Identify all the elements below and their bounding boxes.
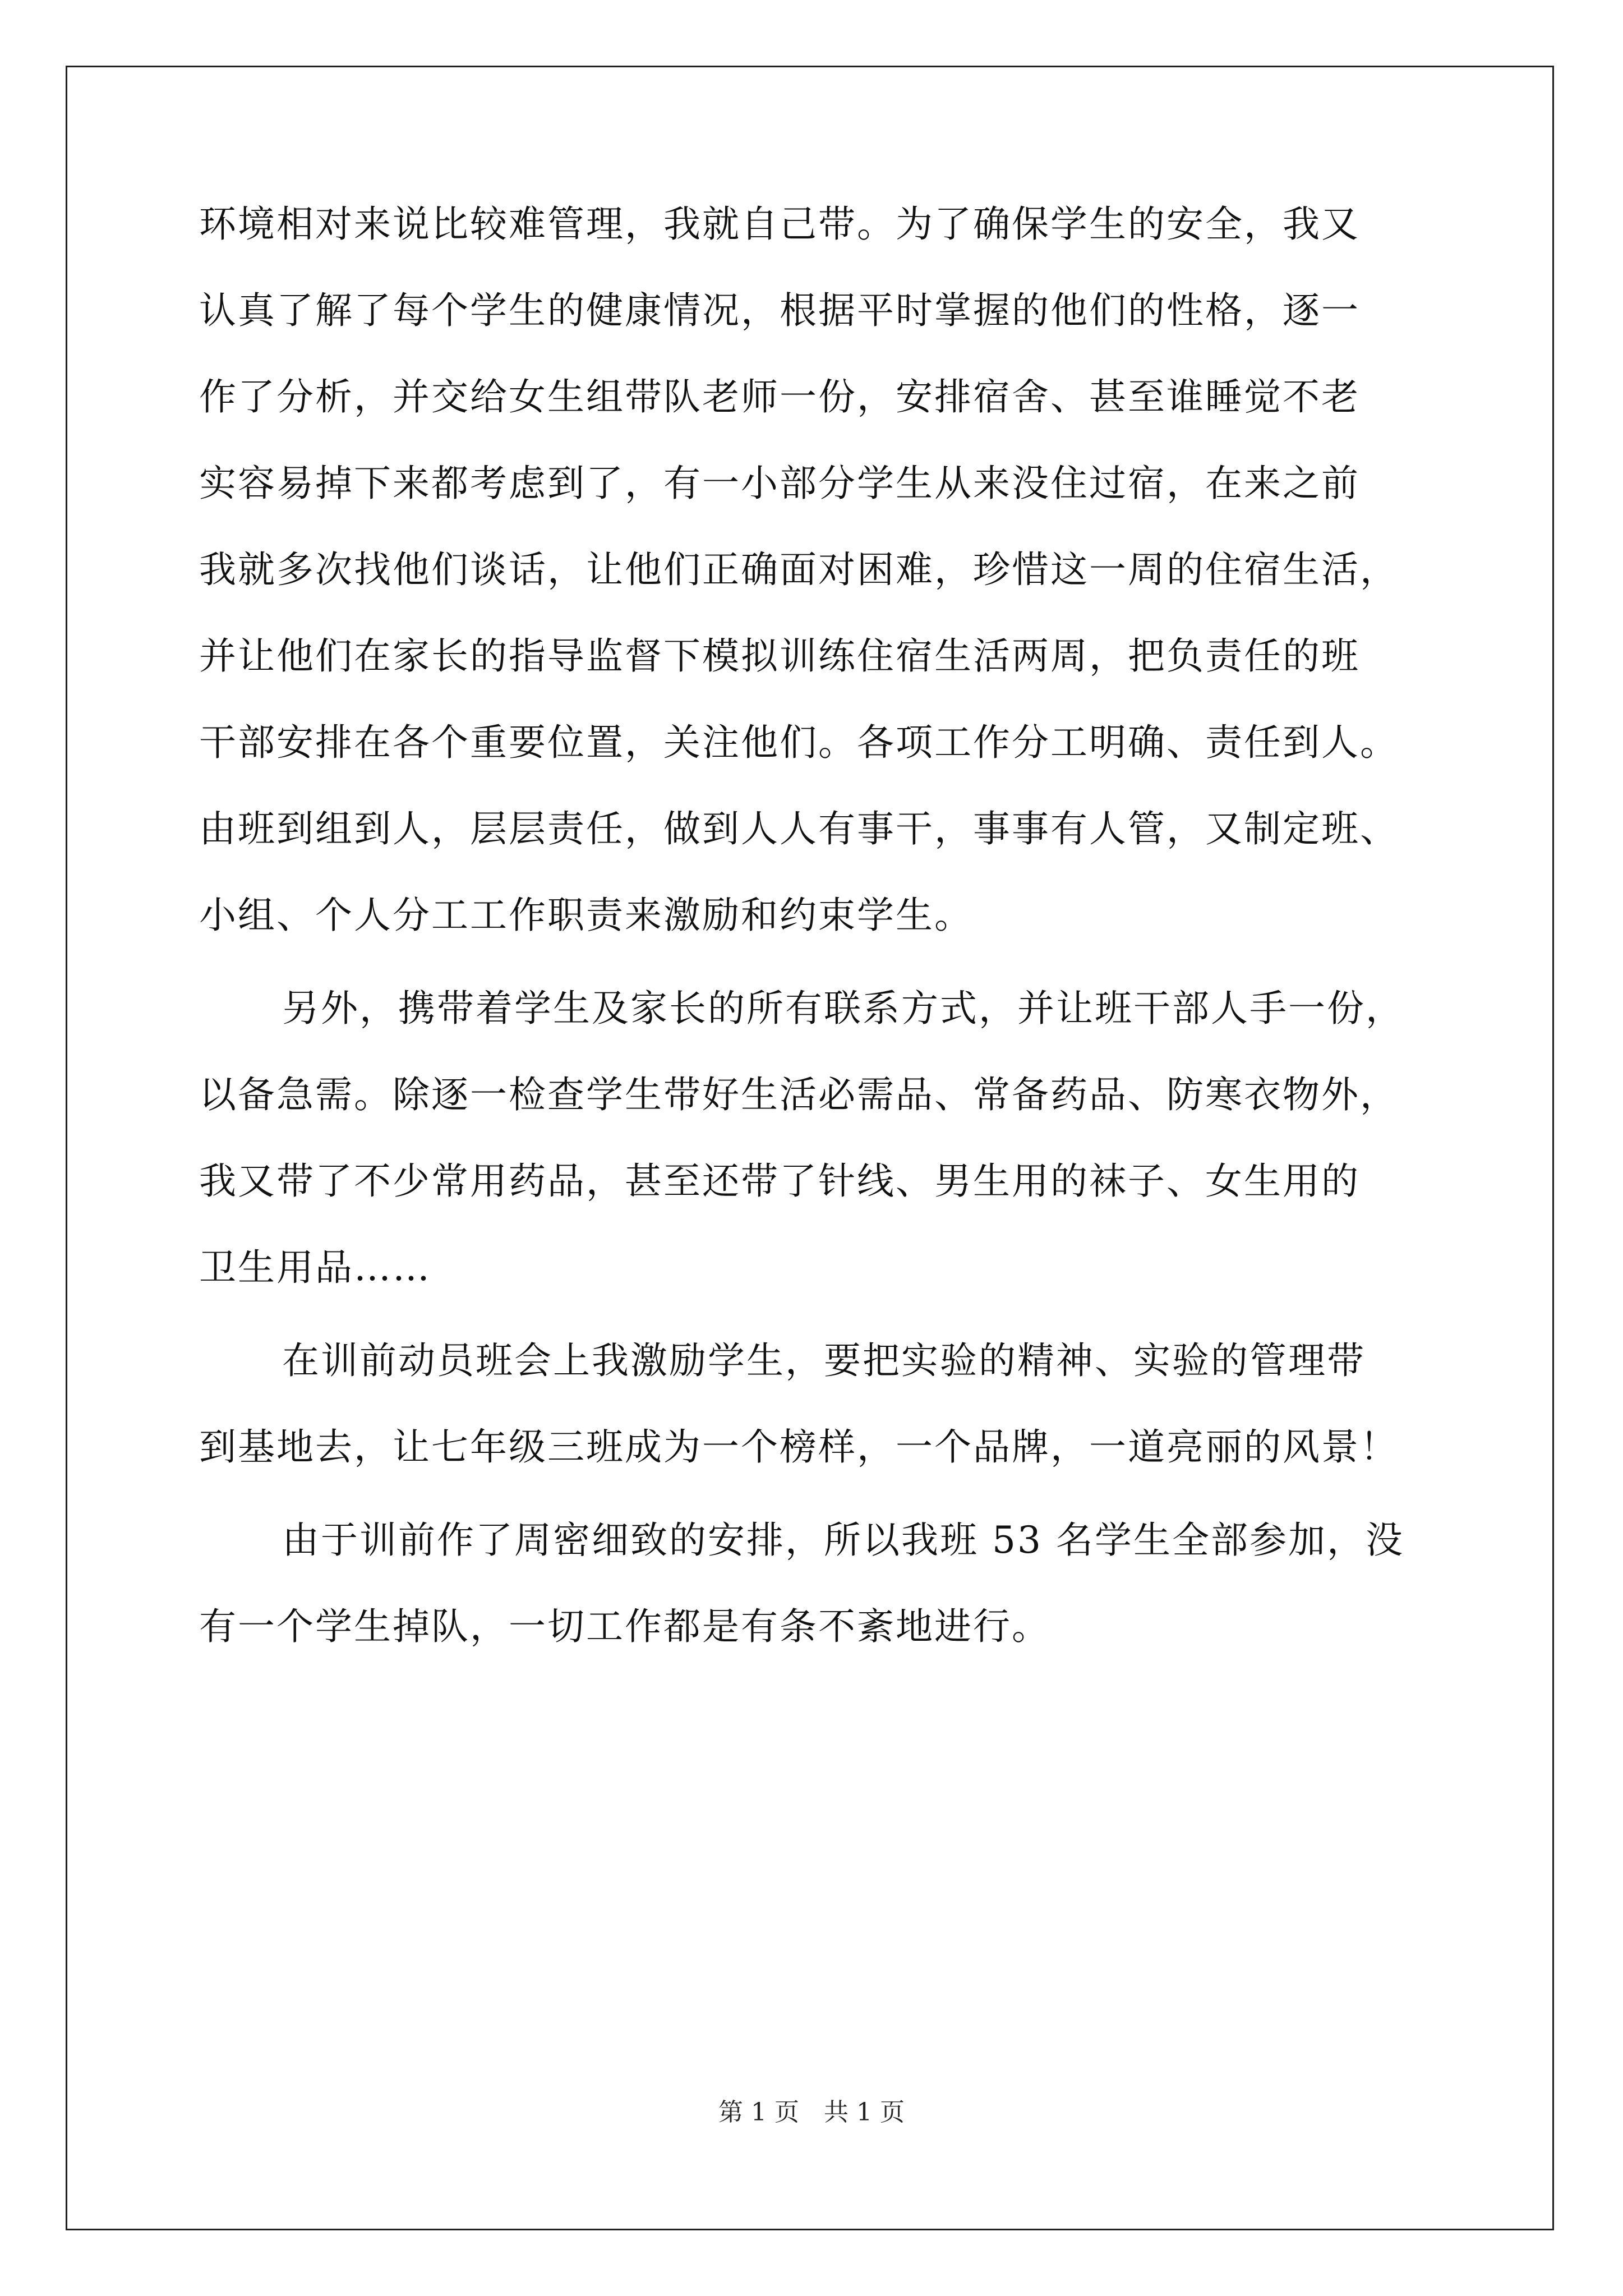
text-line: 由班到组到人，层层责任，做到人人有事干，事事有人管，又制定班、 xyxy=(199,807,1399,850)
page-total: 共 1 页 xyxy=(824,2098,905,2127)
text-line: 实容易掉下来都考虑到了，有一小部分学生从来没住过宿，在来之前 xyxy=(199,462,1360,505)
text-line: 环境相对来说比较难管理，我就自己带。为了确保学生的安全，我又 xyxy=(199,203,1360,246)
text-line: 小组、个人分工工作职责来激励和约束学生。 xyxy=(199,894,973,937)
text-line: 认真了解了每个学生的健康情况，根据平时掌握的他们的性格，逐一 xyxy=(199,289,1360,332)
text-line: 在训前动员班会上我激励学生，要把实验的精神、实验的管理带 xyxy=(282,1339,1366,1382)
text-line: 另外，携带着学生及家长的所有联系方式，并让班干部人手一份， xyxy=(282,987,1404,1030)
text-line: 有一个学生掉队，一切工作都是有条不紊地进行。 xyxy=(199,1605,1050,1648)
text-line: 并让他们在家长的指导监督下模拟训练住宿生活两周，把负责任的班 xyxy=(199,634,1360,678)
document-body xyxy=(199,202,1438,1649)
page-number: 第 1 页 xyxy=(718,2098,799,2127)
text-line: 干部安排在各个重要位置，关注他们。各项工作分工明确、责任到人。 xyxy=(199,721,1399,764)
text-line: 由于训前作了周密细致的安排，所以我班 53 名学生全部参加，没 xyxy=(282,1519,1404,1562)
text-line: 卫生用品…… xyxy=(199,1246,431,1289)
page-footer xyxy=(0,2097,1623,2128)
text-line: 以备急需。除逐一检查学生带好生活必需品、常备药品、防寒衣物外， xyxy=(199,1073,1399,1116)
text-line: 我又带了不少常用药品，甚至还带了针线、男生用的袜子、女生用的 xyxy=(199,1159,1360,1203)
text-line: 作了分析，并交给女生组带队老师一份，安排宿舍、甚至谁睡觉不老 xyxy=(199,375,1360,418)
text-line: 我就多次找他们谈话，让他们正确面对困难，珍惜这一周的住宿生活， xyxy=(199,548,1399,591)
text-line: 到基地去，让七年级三班成为一个榜样，一个品牌，一道亮丽的风景！ xyxy=(199,1425,1399,1469)
